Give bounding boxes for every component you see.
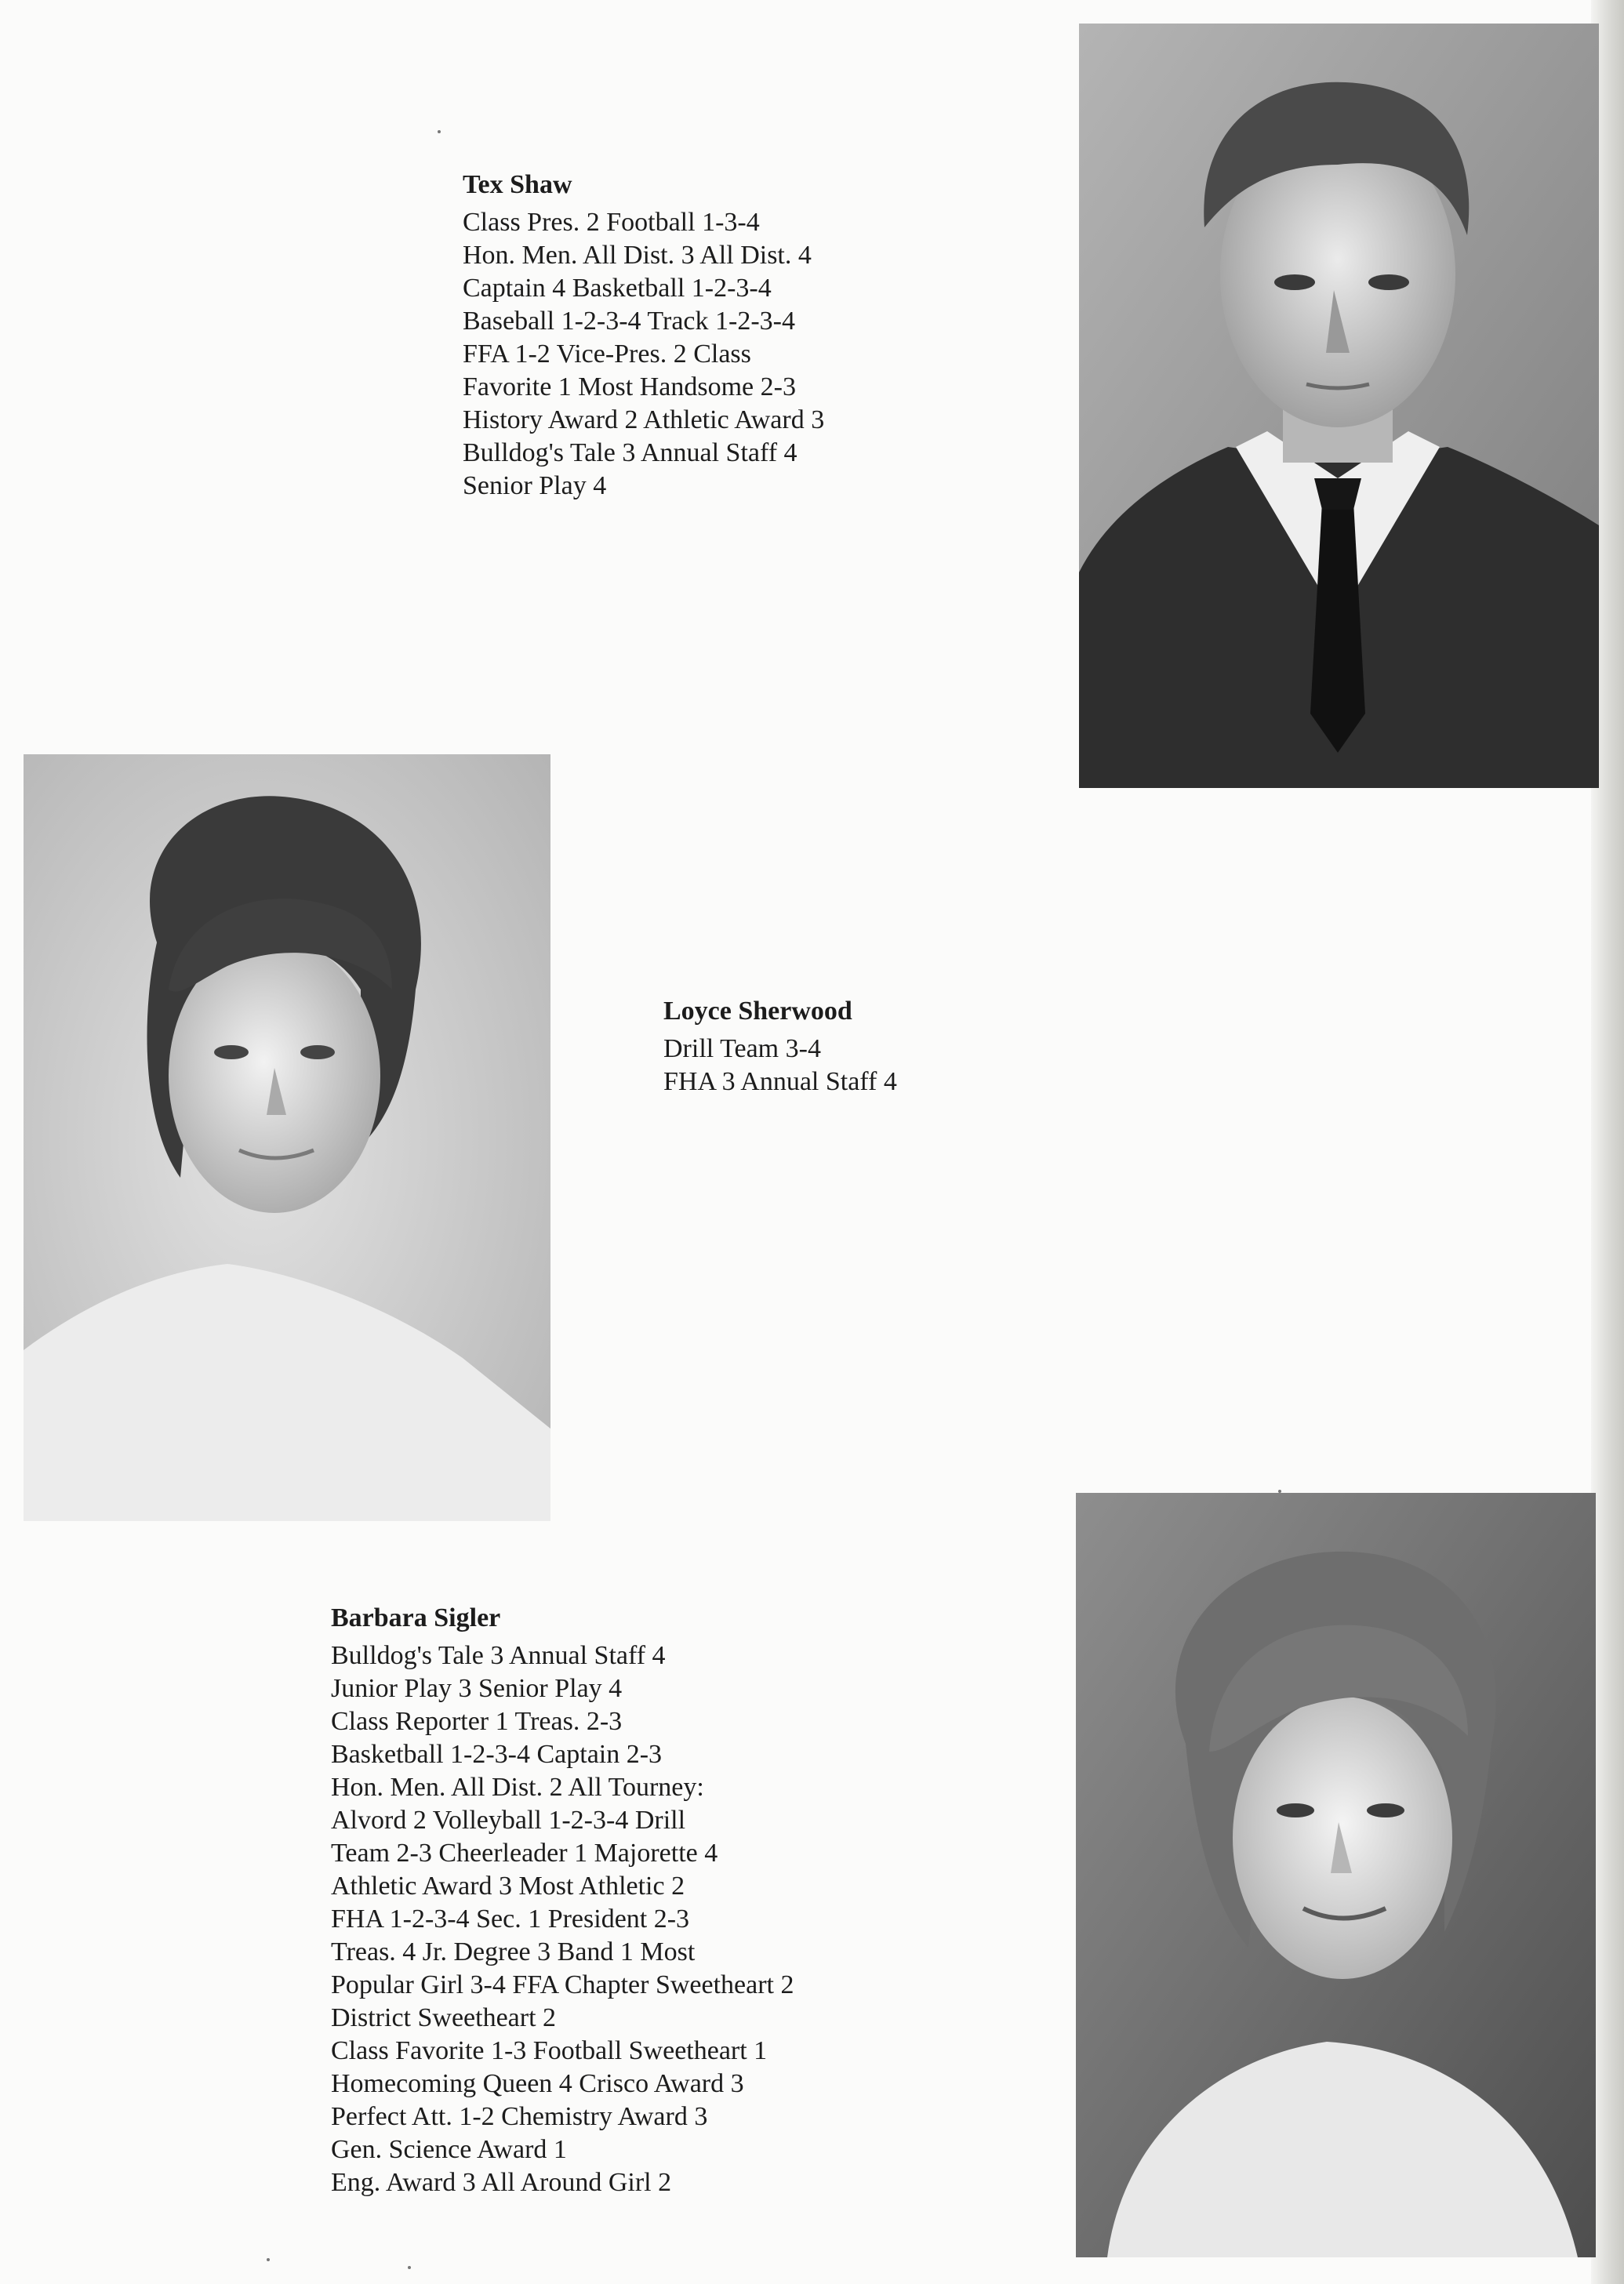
portrait-loyce-sherwood [24,754,550,1521]
activity-line: History Award 2 Athletic Award 3 [463,405,825,434]
activity-line: District Sweetheart 2 [331,2003,557,2032]
activity-line: Team 2-3 Cheerleader 1 Majorette 4 [331,1839,718,1868]
activity-line: Bulldog's Tale 3 Annual Staff 4 [463,438,797,467]
activity-line: Senior Play 4 [463,471,607,500]
activity-line: Hon. Men. All Dist. 2 All Tourney: [331,1773,704,1802]
activity-line: Perfect Att. 1-2 Chemistry Award 3 [331,2102,708,2131]
portrait-tex-shaw [1079,24,1599,788]
activity-line: Treas. 4 Jr. Degree 3 Band 1 Most [331,1937,696,1966]
activity-line: Basketball 1-2-3-4 Captain 2-3 [331,1740,663,1769]
scan-speck [438,130,441,133]
portrait-barbara-sigler [1076,1493,1596,2257]
activity-line: Gen. Science Award 1 [331,2135,567,2164]
entry-loyce-sherwood [663,995,897,1098]
activity-line: FHA 1-2-3-4 Sec. 1 President 2-3 [331,1905,690,1934]
student-name: Loyce Sherwood [663,997,852,1026]
activity-line: Baseball 1-2-3-4 Track 1-2-3-4 [463,307,795,336]
student-name: Barbara Sigler [331,1603,501,1632]
activity-line: Eng. Award 3 All Around Girl 2 [331,2168,672,2197]
activity-line: Class Reporter 1 Treas. 2-3 [331,1707,623,1736]
scan-speck [408,2266,411,2269]
activity-line: FFA 1-2 Vice-Pres. 2 Class [463,340,751,369]
activity-line: Hon. Men. All Dist. 3 All Dist. 4 [463,241,812,270]
activity-line: Alvord 2 Volleyball 1-2-3-4 Drill [331,1806,686,1835]
activity-line: Popular Girl 3-4 FFA Chapter Sweetheart 2 [331,1970,794,1999]
activity-line: Athletic Award 3 Most Athletic 2 [331,1872,685,1901]
activity-line: Junior Play 3 Senior Play 4 [331,1674,623,1703]
activity-line: Class Favorite 1-3 Football Sweetheart 1 [331,2036,768,2065]
activity-line: Homecoming Queen 4 Crisco Award 3 [331,2069,744,2098]
activity-line: FHA 3 Annual Staff 4 [663,1067,897,1096]
entry-tex-shaw [463,169,824,503]
student-name: Tex Shaw [463,170,572,199]
activity-line: Captain 4 Basketball 1-2-3-4 [463,274,772,303]
activity-line: Drill Team 3-4 [663,1034,821,1063]
activity-line: Bulldog's Tale 3 Annual Staff 4 [331,1641,666,1670]
activity-line: Class Pres. 2 Football 1-3-4 [463,208,760,237]
scan-speck [1278,1490,1281,1493]
activity-line: Favorite 1 Most Handsome 2-3 [463,372,796,401]
entry-barbara-sigler [331,1602,794,2199]
scan-speck [267,2258,270,2261]
